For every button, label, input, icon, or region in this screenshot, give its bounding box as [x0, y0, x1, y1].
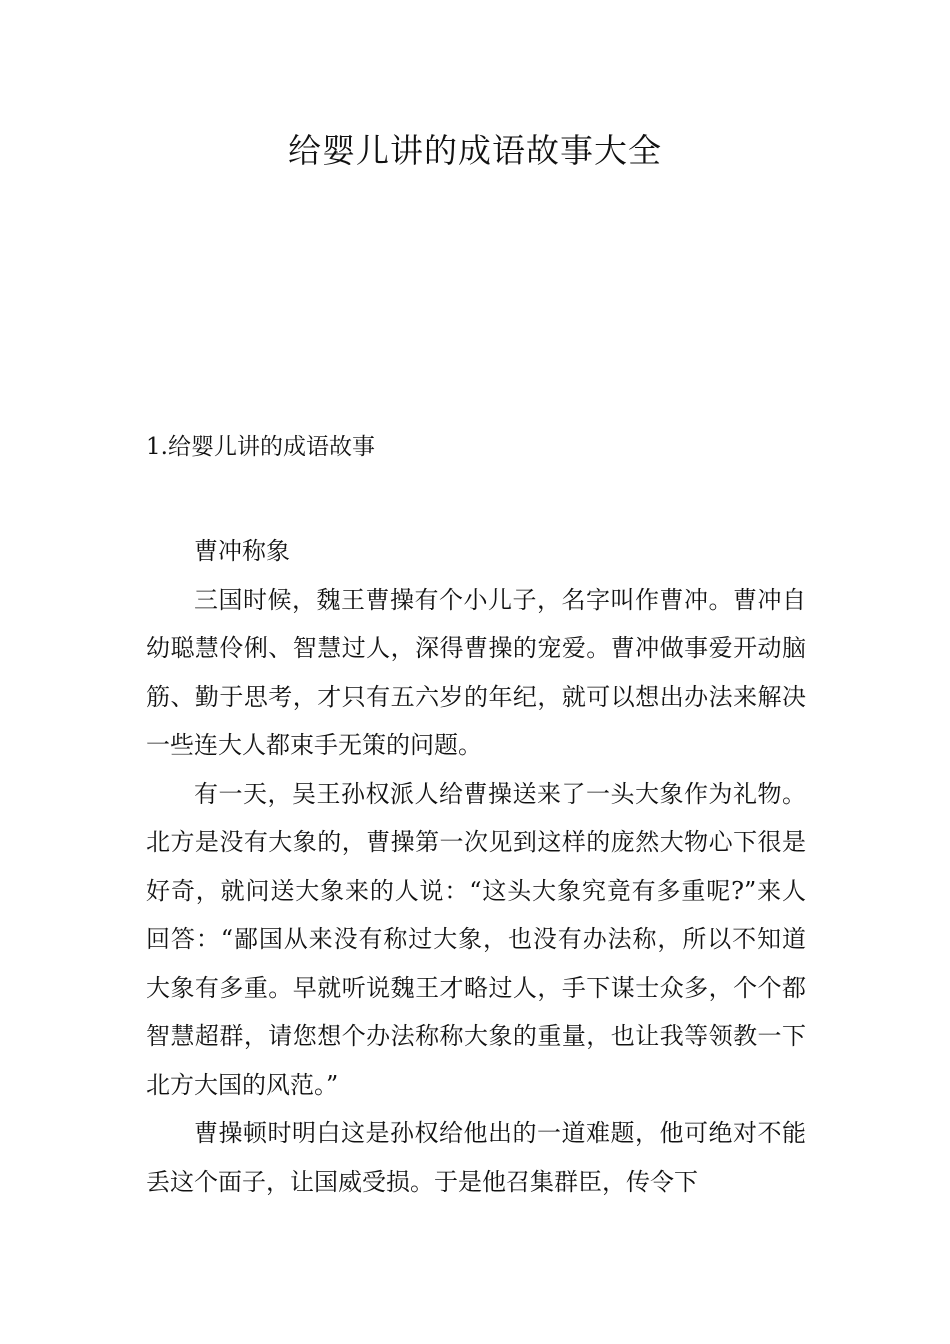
paragraph-1: 三国时候，魏王曹操有个小儿子，名字叫作曹冲。曹冲自幼聪慧伶俐、智慧过人，深得曹操的宠爱。曹冲做事爱开动脑筋、勤于思考，才只有五六岁的年纪，就可以想出办法来解决一些连大人都束手无策的问题。 — [146, 585, 806, 759]
paragraph-3: 曹操顿时明白这是孙权给他出的一道难题，他可绝对不能丢这个面子，让国威受损。于是他召集群臣，传令下 — [146, 1119, 806, 1196]
section-heading: 1.给婴儿讲的成语故事 — [146, 434, 375, 460]
story-title: 曹冲称象 — [194, 537, 290, 565]
document-title: 给婴儿讲的成语故事大全 — [288, 131, 662, 170]
paragraph-2: 有一天，吴王孙权派人给曹操送来了一头大象作为礼物。北方是没有大象的，曹操第一次见到这样的庞然大物心下很是好奇，就问送大象来的人说：“这头大象究竟有多重呢?”来人回答：“鄙国从来没有称过大象，也没有办法称，所以不知道大象有多重。早就听说魏王才略过人，手下谋士众多，个个都智慧超群，请您想个办法称称大象的重量，也让我等领教一下北方大国的风范。” — [146, 779, 806, 1099]
document-body — [146, 527, 806, 1206]
